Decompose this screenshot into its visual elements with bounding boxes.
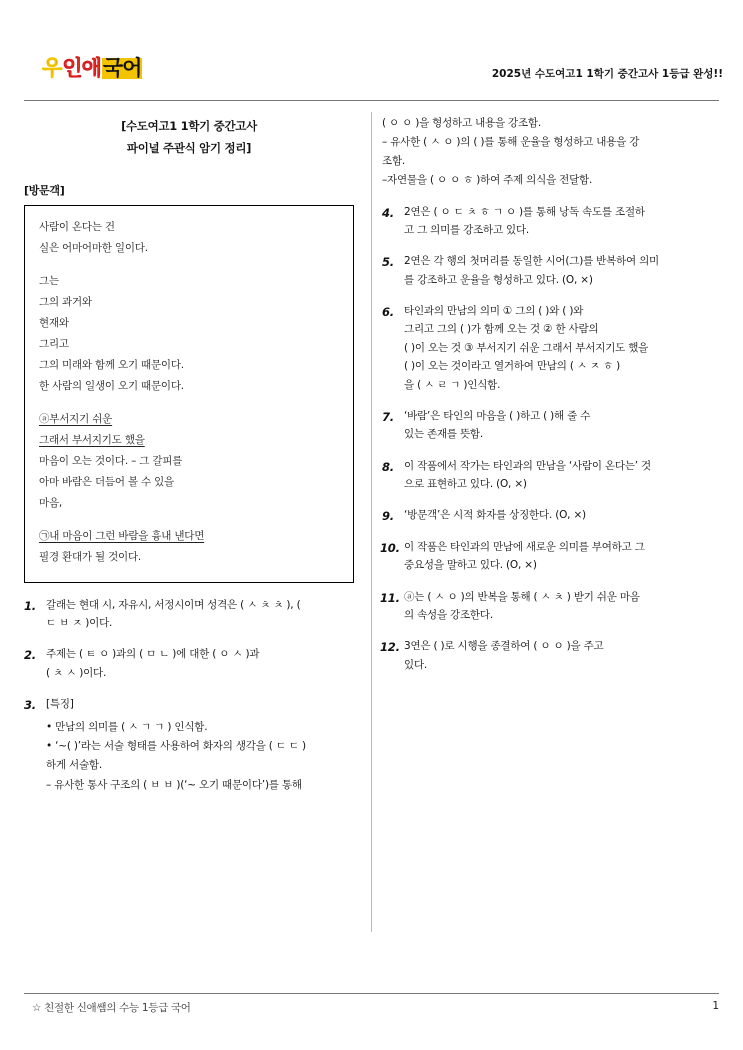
question-item [382,252,712,289]
question-item [382,538,712,575]
poem-line: 마음, [39,496,63,509]
continued-feature-lines [382,114,712,190]
question-number: 4. [382,205,394,220]
question-item [382,302,712,394]
question-number: 6. [382,305,394,320]
poem-line: 실은 어마어마한 일이다. [39,241,148,254]
poem-spacer [39,259,339,271]
question-number: 11. [380,590,400,605]
poem-line: 현재와 [39,316,69,329]
continued-line: –자연물을 ( ㅇ ㅇ ㅎ )하여 주제 의식을 전달함. [382,173,593,186]
question-item [382,457,712,494]
right-question-list [382,203,712,675]
question-line: 의 속성을 강조한다. [404,608,493,621]
question-line: 2연은 ( ㅇ ㄷ ㅊ ㅎ ㄱ ㅇ )를 통해 낭독 속도를 조절하 [404,205,645,218]
question-line: 있다. [404,658,428,671]
poem-line: 그는 [39,274,59,287]
poem-spacer [39,397,339,409]
question-number: 2. [24,648,36,663]
page-title-line-1: [수도여고1 1학기 중간고사 [121,119,257,133]
header-divider [24,100,719,101]
question-line: [특징] [46,698,74,711]
question-item [24,596,354,633]
question-line: 을 ( ㅅ ㄹ ㄱ )인식함. [404,378,501,391]
question-item [382,637,712,674]
poem-line-underlined-b: ㉠내 마음이 그런 바람을 흉내 낸다면 [39,529,205,542]
question-number: 8. [382,459,394,474]
question-line: ( )이 오는 것 ③ 부서지기 쉬운 그래서 부서지기도 했을 [404,341,649,354]
question-item [24,695,354,795]
question-line: 그리고 그의 ( )가 함께 오는 것 ② 한 사람의 [404,323,599,336]
footer-divider [24,993,719,994]
question-item [382,407,712,444]
question-line: 타인과의 만남의 의미 ① 그의 ( )와 ( )와 [404,305,584,318]
question-item [382,588,712,625]
poem-line: 그의 미래와 함께 오기 때문이다. [39,358,184,371]
question-line: 2연은 각 행의 첫머리를 동일한 시어(그)를 반복하여 의미 [404,255,659,268]
poem-line: 그의 과거와 [39,295,92,308]
question-line: 중요성을 말하고 있다. (O, ×) [404,559,537,572]
bullet-line: • 만남의 의미를 ( ㅅ ㄱ ㄱ ) 인식함. [46,720,208,733]
question-number: 9. [382,509,394,524]
poem-line: 그리고 [39,337,69,350]
question-number: 1. [24,598,36,613]
continued-line: 조함. [382,154,406,167]
continued-line: – 유사한 ( ㅅ ㅇ )의 ( )를 통해 운율을 형성하고 내용을 강 [382,135,640,148]
question-line: ‘바람’은 타인의 마음을 ( )하고 ( )해 줄 수 [404,409,591,422]
question-number: 3. [24,698,36,713]
section-label: [방문객] [24,183,65,197]
page-title [24,116,354,160]
poem-line-underlined-a: ⓐ부서지기 쉬운 [39,412,113,425]
poem-line: 필경 환대가 될 것이다. [39,550,142,563]
left-column [24,112,354,982]
bullet-line: 하게 서술함. [46,759,102,772]
header-tagline: 2025년 수도여고1 1학기 중간고사 1등급 완성!! [491,68,723,80]
footer-note: ☆ 친절한 신애쌤의 수능 1등급 국어 [32,1002,191,1014]
question-line: 있는 존재를 뜻함. [404,428,484,441]
question-line: ㄷ ㅂ ㅈ )이다. [46,617,113,630]
question-line: 주제는 ( ㅌ ㅇ )과의 ( ㅁ ㄴ )에 대한 ( ㅇ ㅅ )과 [46,648,260,661]
question-line: ( ㅊ ㅅ )이다. [46,666,107,679]
column-divider [371,112,372,932]
question-item [382,506,712,524]
page-title-line-2: 파이널 주관식 암기 정리] [126,140,252,155]
page-number: 1 [712,1000,719,1012]
bullet-line: – 유사한 통사 구조의 ( ㅂ ㅂ )(‘~ 오기 때문이다’)를 통해 [46,778,302,791]
question-number: 7. [382,409,394,424]
bullet-line: • ‘~( )’라는 서술 형태를 사용하여 화자의 생각을 ( ㄷ ㄷ ) [46,739,306,752]
right-column [382,112,712,982]
question-line: ‘방문객’은 시적 화자를 상징한다. (O, ×) [404,509,586,522]
question-number: 5. [382,255,394,270]
logo-part-3: 국어 [102,56,142,80]
question-line: ( )이 오는 것이라고 열거하여 만남의 ( ㅅ ㅈ ㅎ ) [404,360,620,373]
left-question-list [24,596,354,796]
poem-line: 한 사람의 일생이 오기 때문이다. [39,379,184,392]
question-line: 으로 표현하고 있다. (O, ×) [404,478,527,491]
question-number: 12. [380,640,400,655]
question-line: 갈래는 현대 시, 자유시, 서정시이며 성격은 ( ㅅ ㅊ ㅊ ), ( [46,598,301,611]
question-line: ⓐ는 ( ㅅ ㅇ )의 반복을 통해 ( ㅅ ㅊ ) 받기 쉬운 마음 [404,590,640,603]
question-item [24,645,354,682]
page-header [0,58,743,92]
poem-spacer [39,514,339,526]
logo-part-2: 인애 [62,56,101,80]
poem-line: 마음이 오는 것이다. – 그 갈피를 [39,454,183,467]
page-footer [0,998,743,1022]
poem-line: 아마 바람은 더듬어 볼 수 있을 [39,475,175,488]
question-item [382,203,712,240]
logo-part-1: 우 [42,56,62,80]
question-line: 이 작품에서 작가는 타인과의 만남을 ‘사람이 온다는’ 것 [404,459,651,472]
feature-bullets [46,718,354,796]
brand-logo [42,58,142,79]
question-line: 를 강조하고 운율을 형성하고 있다. (O, ×) [404,273,593,286]
poem-line: 사람이 온다는 건 [39,220,115,233]
question-line: 이 작품은 타인과의 만남에 새로운 의미를 부여하고 그 [404,540,645,553]
question-number: 10. [380,540,400,555]
poem-line-underlined-a2: 그래서 부서지기도 했을 [39,433,145,446]
continued-line: ( ㅇ ㅇ )을 형성하고 내용을 강조함. [382,117,542,129]
content-columns [24,112,719,982]
question-line: 3연은 ( )로 시행을 종결하여 ( ㅇ ㅇ )을 주고 [404,640,604,653]
question-line: 고 그 의미를 강조하고 있다. [404,223,530,236]
poem-box [24,205,354,583]
